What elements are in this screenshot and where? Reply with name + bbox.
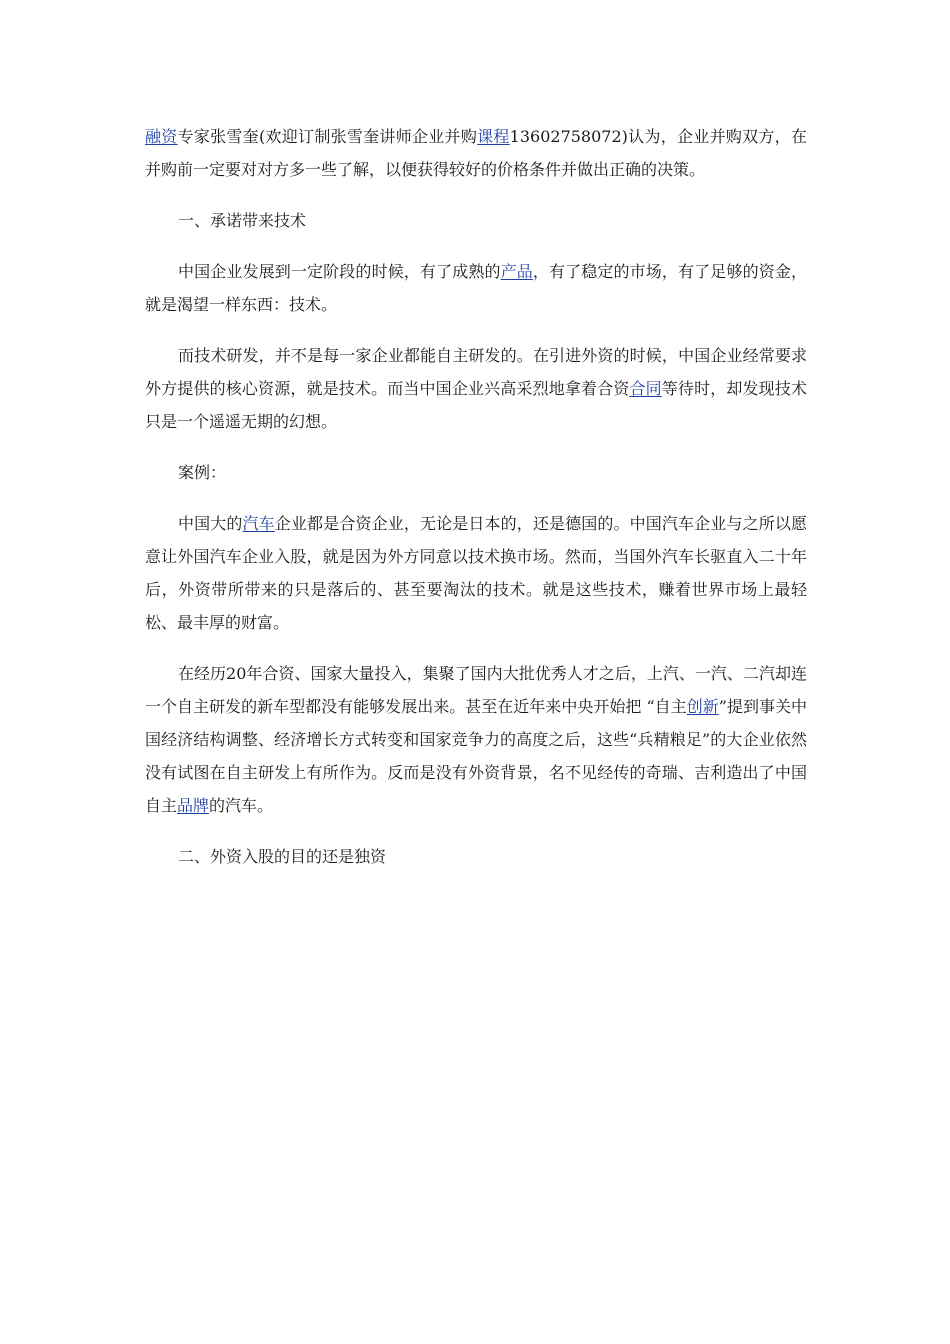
paragraph-text: 专家张雪奎(欢迎订制张雪奎讲师企业并购 <box>177 127 478 146</box>
paragraph <box>145 120 807 186</box>
section-heading <box>145 204 807 237</box>
document-body <box>145 120 807 891</box>
paragraph-text: 的汽车。 <box>209 796 274 815</box>
inline-link[interactable]: 汽车 <box>242 514 275 533</box>
paragraph <box>145 255 807 321</box>
section-heading <box>145 840 807 873</box>
inline-link[interactable]: 品牌 <box>177 796 210 815</box>
paragraph-text: 而技术研发，并不是每一家企业都能自主研发的。在引进外资的时候，中国企业经常要求外方提供的核心资源，就是技术。而当中国企业兴高采烈地拿着合资 <box>145 346 807 398</box>
paragraph-text: ”提到事关中国经济结构调整、经济增长方式转变和国家竞争力的高度之后，这些“兵精粮足”的大企业依然没有试图在自主研发上有所作为。反而是没有外资背景，名不见经传的奇瑞、吉利造出了中国自主 <box>145 697 807 815</box>
inline-link[interactable]: 融资 <box>145 127 178 146</box>
paragraph <box>145 657 807 822</box>
paragraph-text: 一、承诺带来技术 <box>178 211 307 230</box>
inline-link[interactable]: 合同 <box>629 379 662 398</box>
paragraph-text: 等待时，却发现技术只是一个遥遥无期的幻想。 <box>145 379 807 431</box>
paragraph-text: 在经历20年合资、国家大量投入，集聚了国内大批优秀人才之后，上汽、一汽、二汽却连一个自主研发的新车型都没有能够发展出来。甚至在近年来中央开始把 “自主 <box>145 664 807 716</box>
paragraph <box>145 507 807 639</box>
paragraph-text: 二、外资入股的目的还是独资 <box>178 847 387 866</box>
paragraph-text: 中国大的 <box>178 514 243 533</box>
paragraph-text: 中国企业发展到一定阶段的时候，有了成熟的 <box>178 262 501 281</box>
paragraph-text: 案例： <box>178 463 227 482</box>
paragraph <box>145 456 807 489</box>
paragraph-text: ，有了稳定的市场，有了足够的资金，就是渴望一样东西：技术。 <box>145 262 807 314</box>
inline-link[interactable]: 创新 <box>686 697 719 716</box>
paragraph-text: 企业都是合资企业，无论是日本的，还是德国的。中国汽车企业与之所以愿意让外国汽车企业入股，就是因为外方同意以技术换市场。然而，当国外汽车长驱直入二十年后，外资带所带来的只是落后的、甚至要淘汰的技术。就是这些技术，赚着世界市场上最轻松、最丰厚的财富。 <box>145 514 807 632</box>
paragraph-text: 13602758072)认为，企业并购双方，在并购前一定要对对方多一些了解，以便获得较好的价格条件并做出正确的决策。 <box>145 127 807 179</box>
inline-link[interactable]: 课程 <box>477 127 510 146</box>
paragraph <box>145 339 807 438</box>
inline-link[interactable]: 产品 <box>500 262 533 281</box>
